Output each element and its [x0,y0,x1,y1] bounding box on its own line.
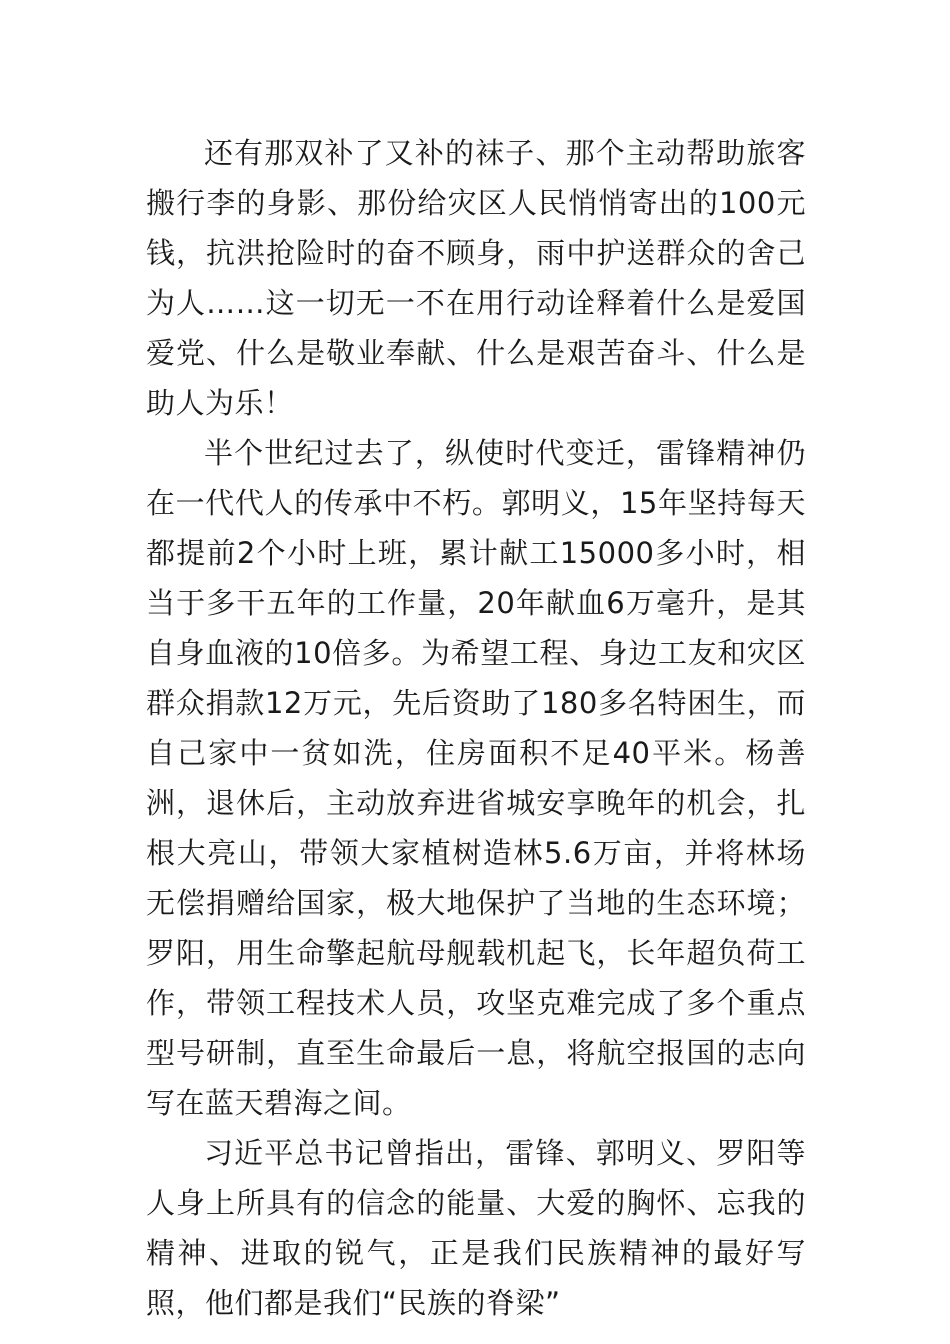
document-body [146,128,806,1328]
paragraph-1: 还有那双补了又补的袜子、那个主动帮助旅客搬行李的身影、那份给灾区人民悄悄寄出的100元钱，抗洪抢险时的奋不顾身，雨中护送群众的舍己为人……这一切无一不在用行动诠释着什么是爱国爱党、什么是敬业奉献、什么是艰苦奋斗、什么是助人为乐！ [146,136,806,420]
paragraph-3: 习近平总书记曾指出，雷锋、郭明义、罗阳等人身上所具有的信念的能量、大爱的胸怀、忘我的精神、进取的锐气，正是我们民族精神的最好写照，他们都是我们“民族的脊梁” [146,1136,806,1320]
paragraph-2: 半个世纪过去了，纵使时代变迁，雷锋精神仍在一代代人的传承中不朽。郭明义，15年坚持每天都提前2个小时上班，累计献工15000多小时，相当于多干五年的工作量，20年献血6万毫升，是其自身血液的10倍多。为希望工程、身边工友和灾区群众捐款12万元，先后资助了180多名特困生，而自己家中一贫如洗，住房面积不足40平米。杨善洲，退休后，主动放弃进省城安享晚年的机会，扎根大亮山，带领大家植树造林5.6万亩，并将林场无偿捐赠给国家，极大地保护了当地的生态环境；罗阳，用生命擎起航母舰载机起飞，长年超负荷工作，带领工程技术人员，攻坚克难完成了多个重点型号研制，直至生命最后一息，将航空报国的志向写在蓝天碧海之间。 [146,436,806,1120]
